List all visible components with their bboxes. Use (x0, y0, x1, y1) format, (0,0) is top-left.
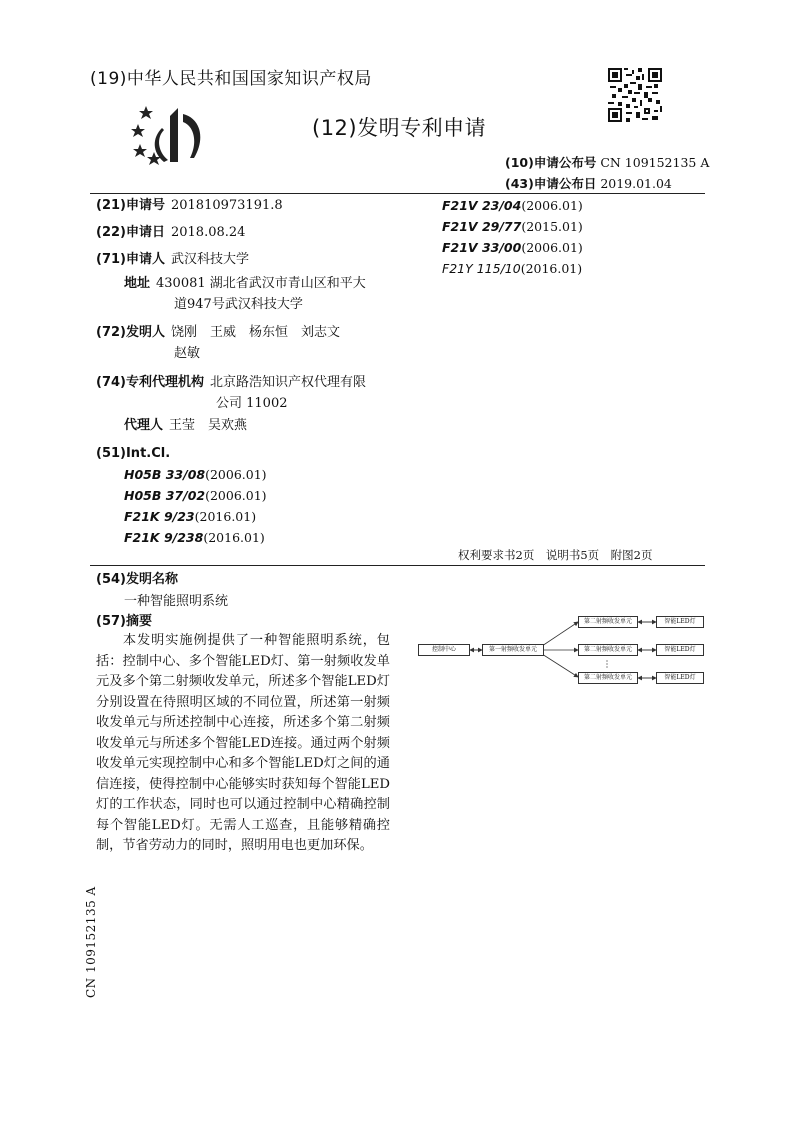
applicant-label: (71)申请人 (96, 252, 165, 267)
intcl-entry (124, 530, 265, 546)
second-rf-unit-box: 第二射频收发单元 (578, 672, 638, 684)
address-line2: 道947号武汉科技大学 (174, 297, 303, 312)
abstract-label: (57)摘要 (96, 614, 152, 629)
connector (542, 654, 578, 677)
agency-line1: 北京路浩知识产权代理有限 (209, 375, 366, 390)
right-class-entry (442, 240, 583, 256)
smart-led-box: 智能LED灯 (656, 616, 704, 628)
agents: 王莹 吴欢燕 (169, 418, 248, 433)
publication-date: 2019.01.04 (600, 176, 672, 191)
class-date: (2006.01) (205, 488, 267, 503)
right-class-entry (442, 261, 582, 277)
abstract-text (96, 631, 390, 857)
title-label-row (96, 572, 178, 588)
control-center-box: 控制中心 (418, 644, 470, 656)
address-row (124, 276, 366, 292)
intcl-entry (124, 509, 256, 525)
biblio-divider (90, 565, 705, 566)
publication-date-row (505, 174, 672, 192)
cnipa-logo (128, 102, 210, 168)
inventor-label: (72)发明人 (96, 325, 165, 340)
right-class-entry (442, 198, 583, 214)
application-number-label: (21)申请号 (96, 198, 165, 213)
applicant: 武汉科技大学 (170, 252, 249, 267)
publication-date-label: (43)申请公布日 (505, 176, 597, 191)
inventors-line2: 赵敏 (174, 346, 201, 361)
agent-label: 代理人 (124, 418, 164, 433)
application-number: 201810973191.8 (170, 198, 283, 213)
class-date: (2016.01) (203, 530, 265, 545)
intcl-entry (124, 488, 267, 504)
smart-led-box: 智能LED灯 (656, 644, 704, 656)
issuing-office: (19)中华人民共和国国家知识产权局 (90, 69, 372, 89)
class-code: H05B 33/08 (124, 467, 206, 482)
application-number-row (96, 198, 283, 214)
pages-info: 权利要求书2页 说明书5页 附图2页 (458, 548, 653, 562)
second-rf-unit-box: 第二射频收发单元 (578, 616, 638, 628)
class-date: (2006.01) (521, 198, 583, 213)
publication-number-row (505, 153, 709, 171)
address-line1: 430081 湖北省武汉市青山区和平大 (156, 276, 366, 291)
application-date: 2018.08.24 (170, 225, 246, 240)
intcl-entry (124, 467, 267, 483)
connector (542, 622, 578, 646)
class-code: F21V 29/77 (442, 219, 522, 234)
class-date: (2015.01) (521, 219, 583, 234)
class-code: F21V 33/00 (442, 240, 522, 255)
abstract-label-row (96, 614, 152, 630)
intcl-label-text: (51)Int.Cl. (96, 446, 171, 461)
class-date: (2006.01) (205, 467, 267, 482)
smart-led-box: 智能LED灯 (656, 672, 704, 684)
address-label: 地址 (124, 276, 151, 291)
right-class-entry (442, 219, 583, 235)
agency-row (96, 375, 366, 391)
title-label: (54)发明名称 (96, 572, 178, 587)
class-code: F21K 9/238 (124, 530, 204, 545)
class-date: (2006.01) (521, 240, 583, 255)
second-rf-unit-box: 第二射频收发单元 (578, 644, 638, 656)
applicant-row (96, 252, 249, 268)
class-code: F21V 23/04 (442, 198, 522, 213)
side-publication-number: CN 109152135 A (84, 886, 98, 998)
class-date: (2016.01) (194, 509, 257, 524)
agency-label: (74)专利代理机构 (96, 375, 204, 390)
invention-title: 一种智能照明系统 (124, 594, 229, 609)
header-divider (90, 193, 705, 194)
inventor-row (96, 325, 340, 341)
publication-number-label: (10)申请公布号 (505, 155, 597, 170)
abstract-body: 本发明实施例提供了一种智能照明系统，包括：控制中心、多个智能LED灯、第一射频收发单元及多个第二射频收发单元，所述多个智能LED灯分别设置在待照明区域的不同位置，所述第一射频收发单元与所述控制中心连接，所述多个第二射频收发单元与所述多个智能LED连接。通过两个射频收发单元实现控制中心和多个智能LED灯之间的通信连接，使得控制中心能够实时获知每个智能LED灯的工作状态，同时也可以通过控制中心精确控制每个智能LED灯。无需人工巡查，且能够精确控制，节省劳动力的同时，照明用电也更加环保。 (96, 633, 390, 853)
application-date-label: (22)申请日 (96, 225, 165, 240)
agent-row (124, 418, 247, 434)
class-date: (2016.01) (520, 261, 583, 276)
publication-number: CN 109152135 A (600, 155, 710, 170)
class-code: F21K 9/23 (124, 509, 195, 524)
class-code: F21Y 115/10 (442, 261, 521, 276)
qr-code (608, 68, 662, 122)
class-code: H05B 37/02 (124, 488, 206, 503)
first-rf-unit-box: 第一射频收发单元 (482, 644, 544, 656)
intcl-label (96, 446, 170, 462)
agency-line2: 公司 11002 (216, 396, 288, 411)
document-type: (12)发明专利申请 (312, 116, 487, 140)
inventors-line1: 饶刚 王威 杨东恒 刘志文 (170, 325, 340, 340)
application-date-row (96, 225, 245, 241)
